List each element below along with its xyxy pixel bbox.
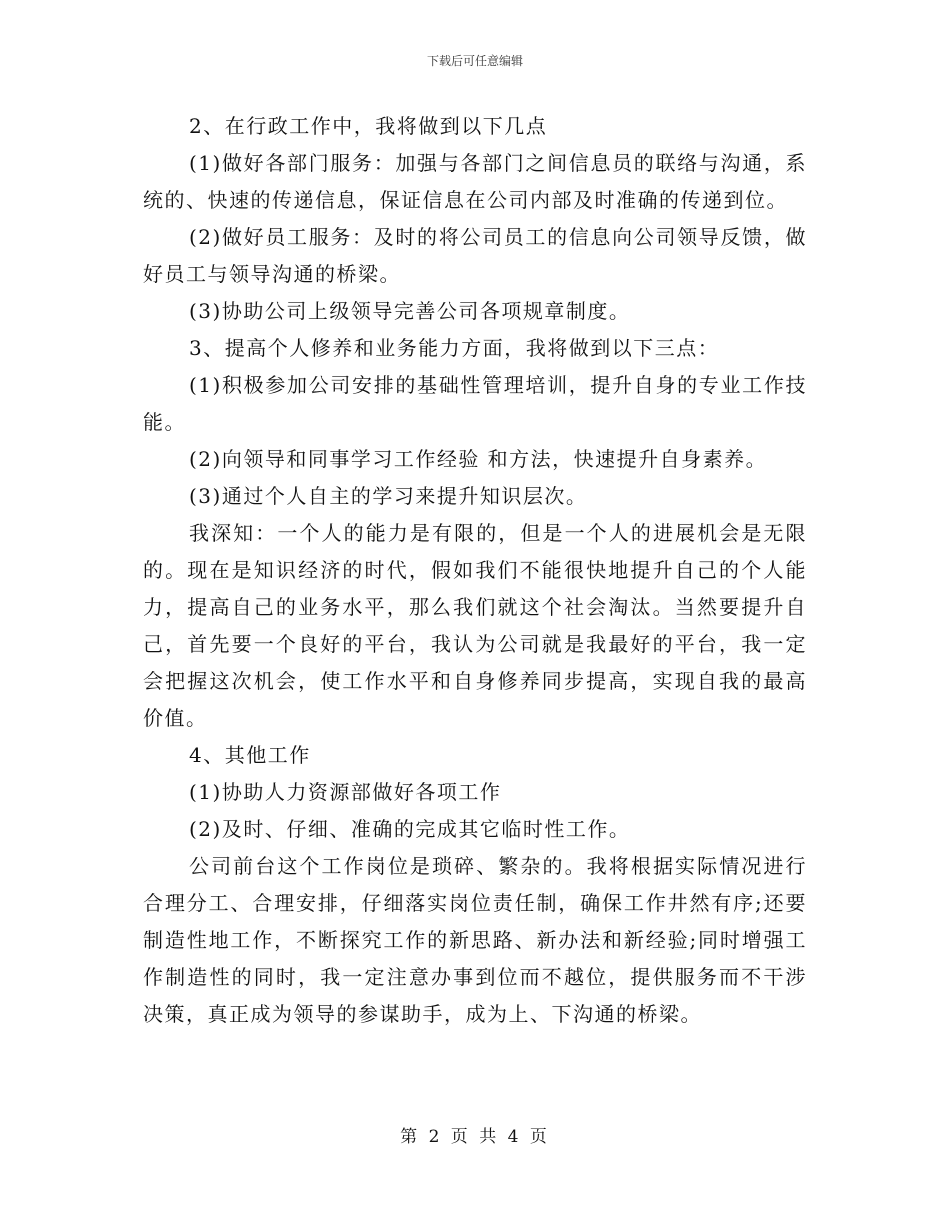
paragraph: (1)协助人力资源部做好各项工作 (189, 780, 502, 804)
paragraph: 我深知：一个人的能力是有限的，但是一个人的进展机会是无限的。现在是知识经济的时代，假如我们不能很快地提升自己的个人能力，提高自己的业务水平，那么我们就这个社会淘汰。当然要提升自己，首先要一个良好的平台，我认为公司就是我最好的平台，我一定会把握这次机会，使工作水平和自身修养同步提高，实现自我的最高价值。 (143, 521, 807, 730)
page-number-footer: 第 2 页 共 4 页 (400, 1127, 550, 1147)
document-body (143, 108, 807, 1033)
paragraph: 2、在行政工作中，我将做到以下几点 (189, 114, 548, 138)
paragraph: (2)做好员工服务：及时的将公司员工的信息向公司领导反馈，做好员工与领导沟通的桥梁。 (143, 225, 807, 286)
paragraph: (3)通过个人自主的学习来提升知识层次。 (189, 484, 588, 508)
paragraph: (2)向领导和同事学习工作经验 和方法，快速提升自身素养。 (189, 447, 768, 471)
paragraph: 公司前台这个工作岗位是琐碎、繁杂的。我将根据实际情况进行合理分工、合理安排，仔细落实岗位责任制，确保工作井然有序;还要制造性地工作，不断探究工作的新思路、新办法和新经验;同时增强工作制造性的同时，我一定注意办事到位而不越位，提供服务而不干涉决策，真正成为领导的参谋助手，成为上、下沟通的桥梁。 (143, 854, 807, 1026)
paragraph: (1)积极参加公司安排的基础性管理培训，提升自身的专业工作技能。 (143, 373, 807, 434)
paragraph: (3)协助公司上级领导完善公司各项规章制度。 (189, 299, 631, 323)
paragraph: (1)做好各部门服务：加强与各部门之间信息员的联络与沟通，系统的、快速的传递信息，保证信息在公司内部及时准确的传递到位。 (143, 151, 807, 212)
paragraph: 4、其他工作 (189, 743, 311, 767)
paragraph: (2)及时、仔细、准确的完成其它临时性工作。 (189, 817, 631, 841)
page-header: 下载后可任意编辑 (426, 54, 523, 68)
paragraph: 3、提高个人修养和业务能力方面，我将做到以下三点： (189, 336, 720, 360)
